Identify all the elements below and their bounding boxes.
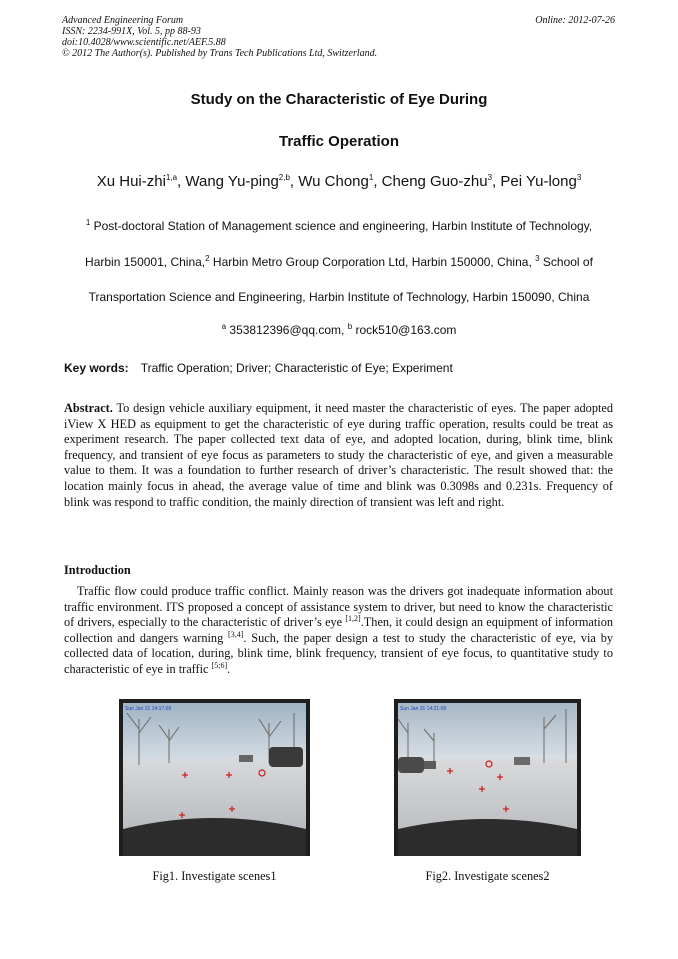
intro-text: . Such, the paper design a test to study the characteristic of eye, via by collected data of location, during, blink time, blink frequency, transient of eye focus, to quantitative study to characteristic of eye in traffic [64,630,613,676]
citation: [5;6] [211,660,228,670]
abstract [64,401,613,510]
citation: [1,2] [345,614,361,624]
intro-text: Traffic flow could produce traffic conflict. Mainly reason was the drivers got inadequate information about traffic environment. ITS proposed a concept of assistance system to driver, but need to know the characteristic of drivers, especially to the characteristic of driver’s eye [64,584,613,630]
email-line [0,323,678,337]
paper-title-line1: Study on the Characteristic of Eye During [190,91,488,108]
car-shape [398,757,424,773]
keywords [64,361,453,375]
figure-2-image [394,699,581,856]
email-b: rock510@163.com [352,323,457,337]
introduction-paragraph [64,584,613,678]
email-sup: b [347,322,353,331]
journal-header [62,15,615,59]
author-sup: 3 [487,173,493,182]
author-separator: , [492,173,501,190]
paper-title-line2: Traffic Operation [278,133,400,150]
online-date: Online: 2012-07-26 [535,15,615,26]
abstract-label: Abstract. [64,401,113,415]
video-timestamp: Sun Jan 31 14:17:09 [125,706,172,712]
affiliation-sup: 1 [85,218,91,227]
author-sup: 1,a [165,173,178,182]
intro-text: .Then, it could design an equipment of information collection and dangers warning [64,615,613,645]
affiliation-line1 [0,219,678,233]
journal-issn: ISSN: 2234-991X, Vol. 5, pp 88-93 [62,26,201,37]
author-name: Wu Chong [298,173,369,190]
affiliation-sup: 3 [535,254,540,263]
author-name: Pei Yu-long [500,173,577,190]
road-scene-2 [394,699,581,856]
author-sup: 1 [368,173,374,182]
author-name: Cheng Guo-zhu [381,173,488,190]
section-heading-introduction: Introduction [64,563,131,577]
abstract-text: To design vehicle auxiliary equipment, it need master the characteristic of eyes. The paper adopted iView X HED as equipment to get the characteristic of eye during traffic operation, results could be treat as experiment research. The paper collected text data of eye, and adopted location, during, blink time, blink frequency, and transient of eye focus as parameters to study the characteristic of eye, and given a measurable value to them. It was a foundation to further research of driver’s characteristic. The result showed that: the location mainly focus in ahead, the average value of time and blink was 0.3098s and 0.231s. Frequency of blink was respond to traffic condition, the mainly direction of transient was left and right. [64,401,613,509]
citation: [3,4] [228,629,244,639]
email-a: 353812396@qq.com, [226,323,348,337]
author-separator: , [373,173,382,190]
author-separator: , [289,173,299,190]
journal-doi: doi:10.4028/www.scientific.net/AEF.5.88 [62,37,226,48]
affiliation-text: Harbin 150001, China, [85,255,206,269]
email-sup: a [221,322,227,331]
journal-copyright: © 2012 The Author(s). Published by Trans Tech Publications Ltd, Switzerland. [62,48,378,59]
figure-1-caption: Fig1. Investigate scenes1 [152,869,277,883]
journal-name: Advanced Engineering Forum [62,15,184,26]
author-separator: , [177,173,186,190]
affiliation-line3: Transportation Science and Engineering, Harbin Institute of Technology, Harbin 150090, China [88,290,590,304]
affiliation-text: Post-doctoral Station of Management science and engineering, Harbin Institute of Technology, [90,219,593,233]
author-sup: 2,b [278,173,290,182]
affiliation-sup: 2 [205,254,210,263]
keywords-text: Traffic Operation; Driver; Characteristic of Eye; Experiment [140,361,453,375]
affiliation-text: School of [539,255,593,269]
author-sup: 3 [576,173,582,182]
affiliation-text: Harbin Metro Group Corporation Ltd, Harbin 150000, China, [209,255,536,269]
keywords-label: Key words: [64,361,129,375]
affiliation-line2 [0,255,678,269]
figure-2-caption: Fig2. Investigate scenes2 [425,869,550,883]
car-shape [269,747,303,767]
road-scene-1 [119,699,310,856]
author-list [0,173,678,190]
figure-1-image [119,699,310,856]
video-timestamp: Sun Jan 31 14:21:09 [400,706,447,712]
author-name: Xu Hui-zhi [96,173,166,190]
intro-text: . [227,661,231,676]
author-name: Wang Yu-ping [185,173,279,190]
